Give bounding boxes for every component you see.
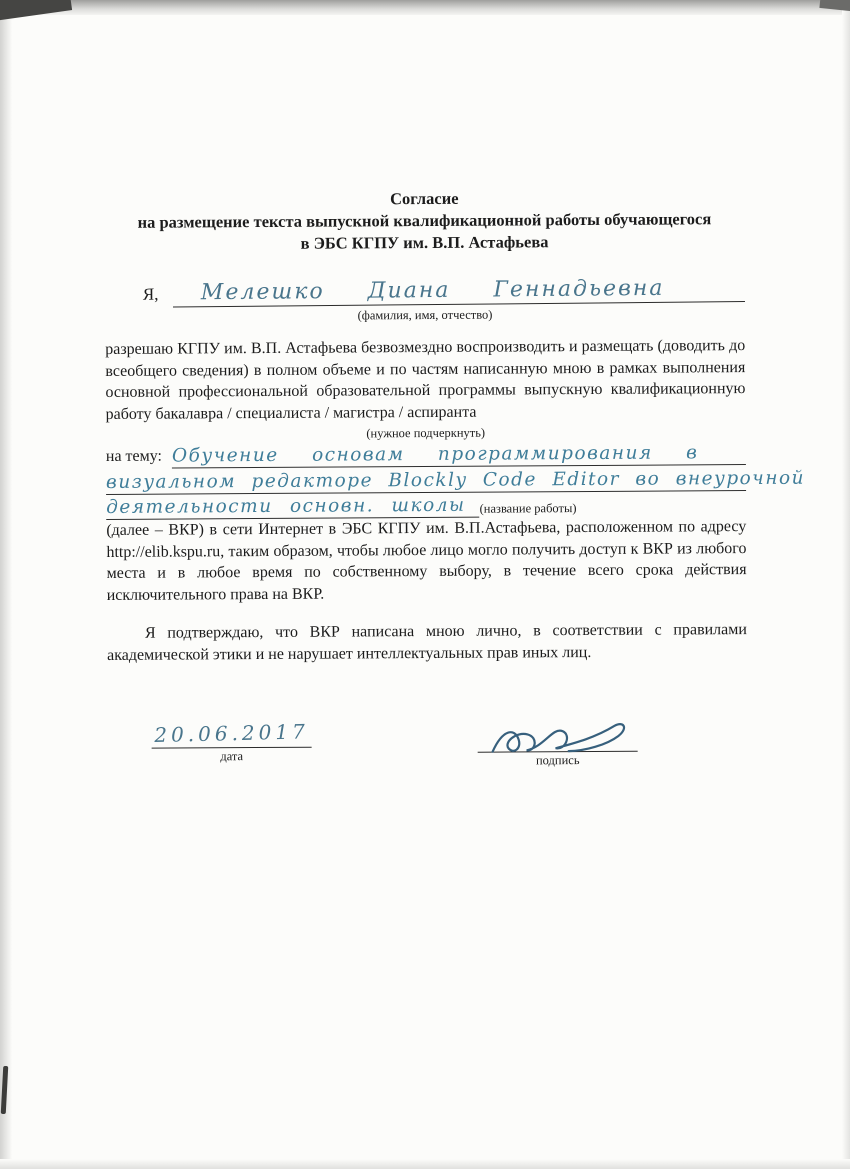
handwritten-name: Мелешко Диана Геннадьевна [172, 275, 745, 307]
date-block [151, 721, 311, 771]
paragraph-confirmation: Я подтверждаю, что ВКР написана мною лично, в соответствии с правилами академической этики и не нарушает интеллектуальных прав иных лиц. [107, 621, 747, 664]
handwritten-topic-line-2: визуальном редакторе Blockly Code Editor во внеурочной [105, 467, 806, 493]
title-line-2: на размещение текста выпускной квалификационной работы обучающегося [137, 209, 712, 232]
name-field-row [105, 276, 745, 307]
paragraph-permission: разрешаю КГПУ им. В.П. Астафьева безвозмездно воспроизводить и размещать (доводить до всеобщего сведения) в полном объеме и по частям написанную мною в рамках выполнения основной профессиональной образовательной программы выпускную квалификационную работу бакалавра / специалиста / магистра / аспиранта [105, 337, 746, 423]
title-line-3: в ЭБС КГПУ им. В.П. Астафьева [300, 232, 549, 253]
signature-date-row [151, 718, 747, 771]
document-body [104, 186, 806, 771]
scan-edge-right [842, 0, 850, 1169]
signature-caption: подпись [535, 753, 580, 768]
scan-edge-left [0, 0, 12, 1169]
document-title [104, 186, 744, 256]
scan-edge-bottom [0, 1159, 850, 1169]
topic-label: на тему: [105, 447, 163, 465]
scan-corner-shadow-topleft [0, 0, 72, 22]
signature-block [477, 719, 637, 769]
topic-field [105, 441, 806, 520]
name-caption: (фамилия, имя, отчество) [357, 307, 493, 323]
scan-edge-top [0, 0, 850, 15]
topic-row-1 [106, 441, 746, 469]
title-line-1: Согласие [389, 188, 459, 209]
date-caption: дата [220, 749, 244, 764]
handwritten-topic-line-1: Обучение основам программирования в [172, 441, 746, 469]
handwritten-date: 20.06.2017 [154, 719, 310, 748]
topic-caption: (название работы) [479, 501, 577, 516]
paragraph-vkr-terms: (далее – ВКР) в сети Интернет в ЭБС КГПУ им. В.П.Астафьева, расположенном по адресу http://elib.kspu.ru, таким образом, чтобы любое лицо могло получить доступ к ВКР из любого места и в любое время по собственному выбору, в течение всего срока действия исключительного права на ВКР. [106, 518, 747, 604]
underline-note-caption: (нужное подчеркнуть) [366, 425, 486, 441]
handwritten-topic-line-3: деятельности основн. школы [106, 494, 480, 520]
ya-label: Я, [142, 284, 159, 304]
